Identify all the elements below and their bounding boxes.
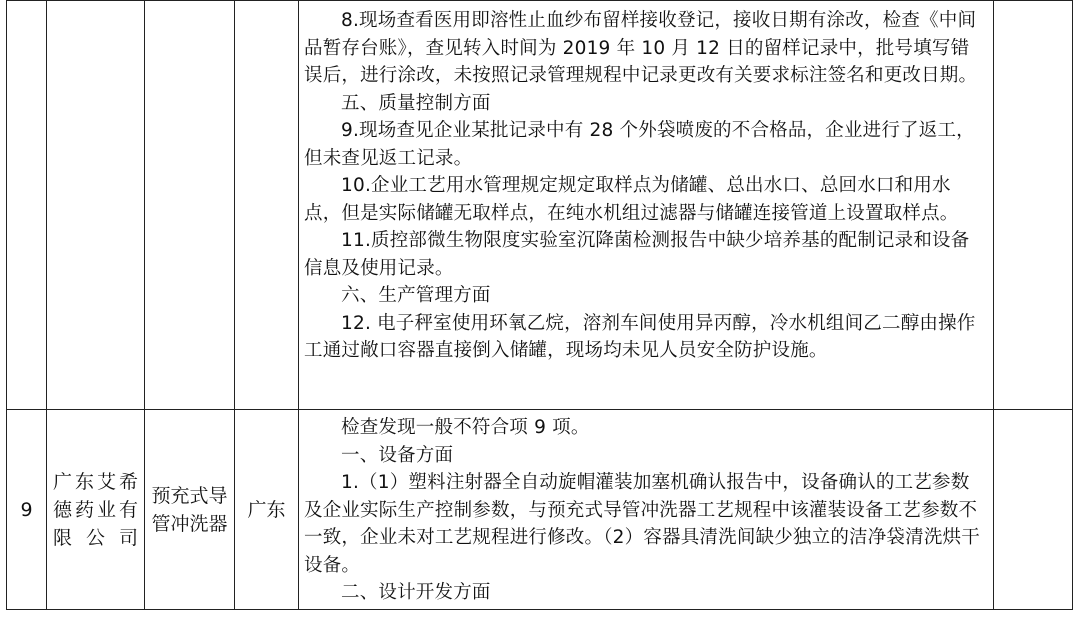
finding-summary: 检查发现一般不符合项 9 项。 xyxy=(341,417,590,438)
cell-remarks-empty xyxy=(994,1,1073,410)
cell-product-name: 预充式导管冲洗器 xyxy=(145,410,235,610)
cell-row-number: 9 xyxy=(7,410,47,610)
finding-item-12: 12. 电子秤室使用环氧乙烷，溶剂车间使用异丙醇，冷水机组间乙二醇由操作工通过敞口容器直接倒入储罐，现场均未见人员安全防护设施。 xyxy=(304,312,976,361)
cell-province: 广东 xyxy=(235,410,299,610)
cell-province-empty xyxy=(235,1,299,410)
finding-item-8: 8.现场查看医用即溶性止血纱布留样接收登记，接收日期有涂改，检查《中间品暂存台账》，查见转入时间为 2019 年 10 月 12 日的留样记录中，批号填写错误后，进行涂改，未按照记录管理规程中记录更改有关要求标注签名和更改日期。 xyxy=(304,10,978,86)
cell-company-empty xyxy=(47,1,145,410)
finding-item-11: 11.质控部微生物限度实验室沉降菌检测报告中缺少培养基的配制记录和设备信息及使用记录。 xyxy=(304,230,970,279)
section-heading-design-development: 二、设计开发方面 xyxy=(341,582,491,603)
finding-item-9: 9.现场查见企业某批记录中有 28 个外袋喷废的不合格品，企业进行了返工，但未查见返工记录。 xyxy=(304,120,975,169)
cell-product-empty xyxy=(145,1,235,410)
cell-findings-previous xyxy=(299,1,994,410)
table-row-9 xyxy=(7,410,1073,610)
cell-remarks-empty-row9 xyxy=(994,410,1073,610)
section-heading-quality-control: 五、质量控制方面 xyxy=(341,92,491,114)
table-row-previous xyxy=(7,1,1073,410)
finding-item-10: 10.企业工艺用水管理规定规定取样点为储罐、总出水口、总回水口和用水点，但是实际储罐无取样点，在纯水机组过滤器与储罐连接管道上设置取样点。 xyxy=(304,175,959,224)
cell-findings-row9 xyxy=(299,410,994,610)
cell-number-empty xyxy=(7,1,47,410)
cell-company-name: 广东艾希德药业有限公司 xyxy=(47,410,145,610)
inspection-table xyxy=(6,0,1073,610)
finding-item-1: 1.（1）塑料注射器全自动旋帽灌装加塞机确认报告中，设备确认的工艺参数及企业实际生产控制参数，与预充式导管冲洗器工艺规程中该灌装设备工艺参数不一致，企业未对工艺规程进行修改。（2）容器具清洗间缺少独立的洁净袋清洗烘干设备。 xyxy=(304,472,980,576)
section-heading-production: 六、生产管理方面 xyxy=(341,285,491,306)
section-heading-equipment: 一、设备方面 xyxy=(341,444,454,466)
